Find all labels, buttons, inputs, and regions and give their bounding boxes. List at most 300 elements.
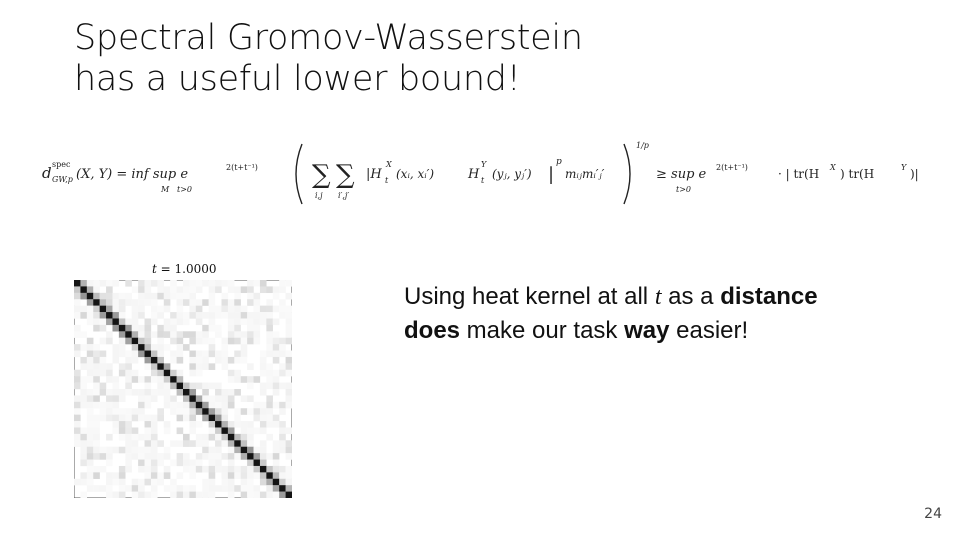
heatmap-cell — [183, 415, 190, 422]
heatmap-cell — [74, 415, 81, 422]
heatmap-cell — [254, 306, 261, 313]
heatmap-cell — [87, 460, 94, 467]
heatmap-cell — [228, 460, 235, 467]
heatmap-cell — [221, 440, 228, 447]
heatmap-cell — [189, 331, 196, 338]
heatmap-cell — [221, 402, 228, 409]
heatmap-cell — [189, 408, 196, 415]
heatmap-cell — [93, 312, 100, 319]
heatmap-cell — [80, 280, 87, 287]
heatmap-cell — [247, 447, 254, 454]
heatmap-cell — [215, 306, 222, 313]
heatmap-cell — [138, 299, 145, 306]
heatmap-cell — [145, 460, 152, 467]
heatmap-cell — [125, 447, 132, 454]
heatmap-cell — [93, 383, 100, 390]
heatmap-cell — [286, 383, 292, 390]
heatmap-cell — [151, 351, 158, 358]
heatmap-cell — [170, 370, 177, 377]
heatmap-cell — [170, 479, 177, 486]
heatmap-cell — [209, 325, 216, 332]
heatmap-cell — [266, 453, 273, 460]
body-line-1-text-a: Using heat kernel at all — [404, 283, 655, 310]
heatmap-cell — [209, 344, 216, 351]
heatmap-cell — [138, 447, 145, 454]
heatmap-cell — [164, 421, 171, 428]
heatmap-cell — [125, 466, 132, 473]
heatmap-cell — [183, 395, 190, 402]
heatmap-cell — [202, 395, 209, 402]
heatmap-cell — [196, 440, 203, 447]
heatmap-cell — [145, 357, 152, 364]
heatmap-cell — [202, 312, 209, 319]
heatmap-cell — [132, 434, 139, 441]
heatmap-cell — [145, 427, 152, 434]
heatmap-cell — [112, 325, 119, 332]
heatmap-cell — [106, 434, 113, 441]
heatmap-cell — [202, 299, 209, 306]
heatmap-cell — [80, 453, 87, 460]
heatmap-cell — [93, 318, 100, 325]
heatmap-cell — [119, 293, 126, 300]
heatmap-cell — [273, 293, 280, 300]
heatmap-cell — [266, 325, 273, 332]
heatmap-cell — [151, 306, 158, 313]
heatmap-cell — [260, 286, 267, 293]
heatmap-cell — [273, 421, 280, 428]
heatmap-cell — [119, 325, 126, 332]
heatmap-cell — [164, 472, 171, 479]
heatmap-cell — [266, 383, 273, 390]
eq-kernel-y-args: (yⱼ, yⱼ′) — [492, 167, 532, 181]
heatmap-cell — [286, 363, 292, 370]
heatmap-cell — [177, 460, 184, 467]
heatmap-cell — [74, 427, 81, 434]
heatmap-cell — [221, 479, 228, 486]
heatmap-cell — [74, 280, 81, 287]
heatmap-cell — [202, 408, 209, 415]
body-line-1-text-b: as a — [661, 283, 721, 310]
heatmap-cell — [151, 357, 158, 364]
heatmap-cell — [132, 312, 139, 319]
heatmap-cell — [112, 376, 119, 383]
heatmap-cell — [183, 466, 190, 473]
heatmap-cell — [87, 408, 94, 415]
heatmap-cell — [247, 331, 254, 338]
eq-rhs-tail3: )| — [910, 167, 919, 181]
heatmap-cell — [273, 402, 280, 409]
heatmap-cell — [100, 338, 107, 345]
heatmap-cell — [228, 312, 235, 319]
heatmap-cell — [164, 344, 171, 351]
heatmap-cell — [196, 383, 203, 390]
heatmap-cell — [151, 427, 158, 434]
eq-lhs-sub: GW,p — [52, 175, 73, 184]
heatmap-cell — [221, 357, 228, 364]
heatmap-cell — [132, 357, 139, 364]
heatmap-cell — [151, 363, 158, 370]
heatmap-cell — [170, 383, 177, 390]
heatmap-cell — [177, 415, 184, 422]
heatmap-cell — [80, 363, 87, 370]
heatmap-cell — [157, 415, 164, 422]
heatmap-cell — [209, 479, 216, 486]
heatmap-cell — [132, 325, 139, 332]
heatmap-cell — [157, 338, 164, 345]
heatmap-cell — [254, 453, 261, 460]
heatmap-cell — [93, 427, 100, 434]
heatmap-cell — [209, 485, 216, 492]
heatmap-cell — [196, 280, 203, 287]
heatmap-cell — [273, 415, 280, 422]
heatmap-cell — [234, 434, 241, 441]
heatmap-cell — [151, 376, 158, 383]
heatmap-cell — [209, 318, 216, 325]
heatmap-cell — [266, 312, 273, 319]
heatmap-cell — [93, 466, 100, 473]
heatmap-cell — [202, 485, 209, 492]
heatmap-cell — [260, 351, 267, 358]
heatmap-cell — [254, 427, 261, 434]
heatmap-cell — [215, 286, 222, 293]
heatmap-cell — [189, 466, 196, 473]
heatmap-cell — [254, 338, 261, 345]
heatmap-cell — [80, 331, 87, 338]
heatmap-cell — [183, 299, 190, 306]
heatmap-cell — [87, 338, 94, 345]
heatmap-cell — [138, 351, 145, 358]
heatmap-cell — [254, 376, 261, 383]
heatmap-cell — [100, 351, 107, 358]
heatmap-cell — [221, 363, 228, 370]
heatmap-cell — [125, 363, 132, 370]
heatmap-cell — [112, 447, 119, 454]
heatmap-cell — [138, 376, 145, 383]
heatmap-cell — [74, 376, 81, 383]
heatmap-cell — [189, 293, 196, 300]
heatmap-cell — [215, 357, 222, 364]
heatmap-cell — [247, 485, 254, 492]
heatmap-cell — [138, 415, 145, 422]
heatmap-cell — [151, 485, 158, 492]
heatmap-cell — [125, 415, 132, 422]
heatmap-cell — [93, 370, 100, 377]
heatmap-cell — [119, 363, 126, 370]
heatmap-cell — [157, 440, 164, 447]
heatmap-cell — [151, 472, 158, 479]
heatmap-cell — [266, 466, 273, 473]
heatmap-cell — [164, 395, 171, 402]
heatmap-cell — [202, 383, 209, 390]
heatmap-cell — [189, 383, 196, 390]
heatmap-cell — [170, 338, 177, 345]
heatmap-cell — [151, 421, 158, 428]
heatmap-cell — [170, 460, 177, 467]
heatmap-cell — [119, 370, 126, 377]
heatmap-cell — [189, 299, 196, 306]
heatmap-cell — [202, 331, 209, 338]
heatmap-cell — [125, 421, 132, 428]
page-number: 24 — [924, 506, 942, 522]
heatmap-cell — [234, 376, 241, 383]
eq-kernel-x-sup: X — [386, 160, 392, 169]
heatmap-cell — [273, 447, 280, 454]
heatmap-cell — [254, 299, 261, 306]
heatmap-cell — [241, 312, 248, 319]
heatmap-cell — [80, 434, 87, 441]
heatmap-cell — [93, 299, 100, 306]
heatmap-cell — [215, 460, 222, 467]
heatmap-cell — [74, 312, 81, 319]
heatmap-cell — [196, 466, 203, 473]
heatmap-cell — [209, 293, 216, 300]
heatmap-cell — [177, 427, 184, 434]
heatmap-cell — [254, 466, 261, 473]
heatmap-cell — [157, 325, 164, 332]
heatmap-cell — [145, 280, 152, 287]
heatmap-cell — [266, 351, 273, 358]
heatmap-cell — [273, 453, 280, 460]
heatmap-cell — [125, 299, 132, 306]
heatmap-cell — [215, 453, 222, 460]
heatmap-cell — [74, 306, 81, 313]
heatmap-cell — [189, 492, 196, 498]
heatmap-cell — [286, 351, 292, 358]
heatmap-cell — [177, 312, 184, 319]
heatmap-cell — [112, 408, 119, 415]
heatmap-cell — [132, 447, 139, 454]
heatmap-cell — [100, 299, 107, 306]
heatmap-cell — [209, 466, 216, 473]
heatmap-cell — [170, 376, 177, 383]
heatmap-cell — [106, 453, 113, 460]
heatmap-cell — [273, 460, 280, 467]
heatmap-cell — [151, 466, 158, 473]
heatmap-cell — [170, 492, 177, 498]
heatmap-cell — [228, 447, 235, 454]
heatmap-cell — [260, 363, 267, 370]
heatmap-cell — [170, 485, 177, 492]
heatmap-cell — [241, 485, 248, 492]
heatmap-cell — [100, 453, 107, 460]
heatmap-cell — [80, 460, 87, 467]
heatmap-cell — [132, 479, 139, 486]
heatmap-cell — [106, 312, 113, 319]
heatmap-cell — [286, 453, 292, 460]
heatmap-cell — [100, 318, 107, 325]
heatmap-cell — [202, 492, 209, 498]
heatmap-cell — [125, 440, 132, 447]
heatmap-cell — [221, 408, 228, 415]
heatmap-cell — [273, 485, 280, 492]
heatmap-cell — [132, 338, 139, 345]
heatmap-cell — [221, 344, 228, 351]
heatmap-cell — [273, 376, 280, 383]
heatmap-cell — [177, 351, 184, 358]
heatmap-cell — [119, 331, 126, 338]
heatmap-cell — [273, 440, 280, 447]
heatmap-cell — [164, 306, 171, 313]
heatmap-cell — [196, 363, 203, 370]
body-line-1 — [404, 280, 924, 314]
heatmap-cell — [266, 344, 273, 351]
heatmap-cell — [221, 466, 228, 473]
heatmap-cell — [241, 492, 248, 498]
heatmap-cell — [164, 299, 171, 306]
heatmap-cell — [112, 357, 119, 364]
eq-exp1: 2(t+t⁻¹) — [226, 163, 258, 172]
heatmap-cell — [247, 338, 254, 345]
heatmap-cell — [177, 293, 184, 300]
heatmap-cell — [221, 395, 228, 402]
heatmap-cell — [112, 318, 119, 325]
heatmap-cell — [279, 479, 286, 486]
heatmap-cell — [177, 306, 184, 313]
heatmap-cell — [202, 325, 209, 332]
heatmap-cell — [106, 306, 113, 313]
heatmap-cell — [202, 357, 209, 364]
heatmap-label-value: = 1.0000 — [156, 262, 217, 276]
heatmap-cell — [221, 312, 228, 319]
heatmap-cell — [177, 472, 184, 479]
heatmap-cell — [260, 415, 267, 422]
heatmap-cell — [100, 485, 107, 492]
eq-rhs-tail2-sup: Y — [901, 163, 907, 172]
heatmap-cell — [157, 370, 164, 377]
heatmap-cell — [234, 299, 241, 306]
eq-abs-bar: | — [548, 164, 555, 185]
heatmap-cell — [247, 408, 254, 415]
heatmap-cell — [209, 427, 216, 434]
heatmap-cell — [138, 344, 145, 351]
heatmap-cell — [183, 286, 190, 293]
heatmap-cell — [87, 286, 94, 293]
eq-kernel-x-args: (xᵢ, xᵢ′) — [396, 167, 435, 181]
heatmap-cell — [266, 331, 273, 338]
heatmap-cell — [202, 280, 209, 287]
heatmap-cell — [80, 312, 87, 319]
heatmap-cell — [254, 415, 261, 422]
heatmap-cell — [260, 370, 267, 377]
heatmap-cell — [100, 415, 107, 422]
heatmap-cell — [196, 402, 203, 409]
heatmap-cell — [119, 351, 126, 358]
heatmap-cell — [260, 312, 267, 319]
heatmap-cell — [241, 421, 248, 428]
heatmap-cell — [93, 286, 100, 293]
heatmap-cell — [241, 440, 248, 447]
heatmap-cell — [254, 325, 261, 332]
heatmap-cell — [119, 306, 126, 313]
heatmap-cell — [93, 440, 100, 447]
heatmap-cell — [138, 402, 145, 409]
heatmap-cell — [93, 453, 100, 460]
heatmap-cell — [286, 395, 292, 402]
heatmap-cell — [286, 318, 292, 325]
heatmap-cell — [241, 318, 248, 325]
heatmap-cell — [164, 427, 171, 434]
heatmap-cell — [80, 447, 87, 454]
heatmap-cell — [80, 383, 87, 390]
heatmap-cell — [221, 280, 228, 287]
heatmap-cell — [234, 472, 241, 479]
heatmap-cell — [112, 344, 119, 351]
heatmap-cell — [151, 447, 158, 454]
heatmap-cell — [157, 472, 164, 479]
heatmap-cell — [189, 440, 196, 447]
heatmap-cell — [100, 389, 107, 396]
heatmap-cell — [189, 460, 196, 467]
eq-rhs-tail: · | tr(H — [778, 167, 820, 181]
heatmap-cell — [74, 293, 81, 300]
heatmap-cell — [241, 434, 248, 441]
heatmap-cell — [132, 485, 139, 492]
eq-rhs-tail2: ) tr(H — [840, 167, 875, 181]
heatmap-cell — [234, 415, 241, 422]
heatmap-cell — [228, 389, 235, 396]
body-line-2-text-a: make our task — [460, 317, 625, 344]
heatmap-cell — [145, 434, 152, 441]
heatmap-cell — [106, 376, 113, 383]
heatmap-cell — [74, 299, 81, 306]
heatmap-cell — [106, 318, 113, 325]
heatmap-cell — [241, 286, 248, 293]
heatmap-cell — [209, 421, 216, 428]
heatmap-cell — [132, 286, 139, 293]
heatmap-cell — [112, 389, 119, 396]
heatmap-cell — [266, 395, 273, 402]
heatmap-cell — [106, 408, 113, 415]
heatmap-cell — [177, 370, 184, 377]
heatmap-cell — [266, 434, 273, 441]
heatmap-cell — [125, 389, 132, 396]
heatmap-cell — [93, 472, 100, 479]
heatmap-cell — [228, 331, 235, 338]
heatmap-cell — [221, 485, 228, 492]
heatmap-cell — [112, 312, 119, 319]
heatmap-cell — [87, 293, 94, 300]
heatmap-cell — [132, 376, 139, 383]
eq-lhs-sup: spec — [52, 160, 71, 169]
heatmap-cell — [106, 395, 113, 402]
heatmap-cell — [80, 376, 87, 383]
heatmap-cell — [106, 479, 113, 486]
heatmap-cell — [74, 402, 81, 409]
heatmap-cell — [241, 395, 248, 402]
heatmap-cell — [93, 389, 100, 396]
heatmap-cell — [87, 415, 94, 422]
heatmap-cell — [132, 299, 139, 306]
heatmap-cell — [125, 280, 132, 287]
heatmap-cell — [254, 318, 261, 325]
heatmap-cell — [177, 383, 184, 390]
heatmap-cell — [228, 376, 235, 383]
heatmap-cell — [286, 325, 292, 332]
heatmap-cell — [234, 453, 241, 460]
heatmap-cell — [254, 492, 261, 498]
heatmap-cell — [215, 415, 222, 422]
heatmap-cell — [279, 434, 286, 441]
heatmap-cell — [145, 318, 152, 325]
heatmap-cell — [112, 293, 119, 300]
heatmap-cell — [164, 293, 171, 300]
heatmap-cell — [157, 293, 164, 300]
body-line-2-bold-2: way — [624, 317, 670, 344]
heatmap-cell — [119, 338, 126, 345]
heatmap-cell — [177, 402, 184, 409]
heatmap-cell — [119, 427, 126, 434]
eq-kernel-y-sup: Y — [481, 160, 487, 169]
